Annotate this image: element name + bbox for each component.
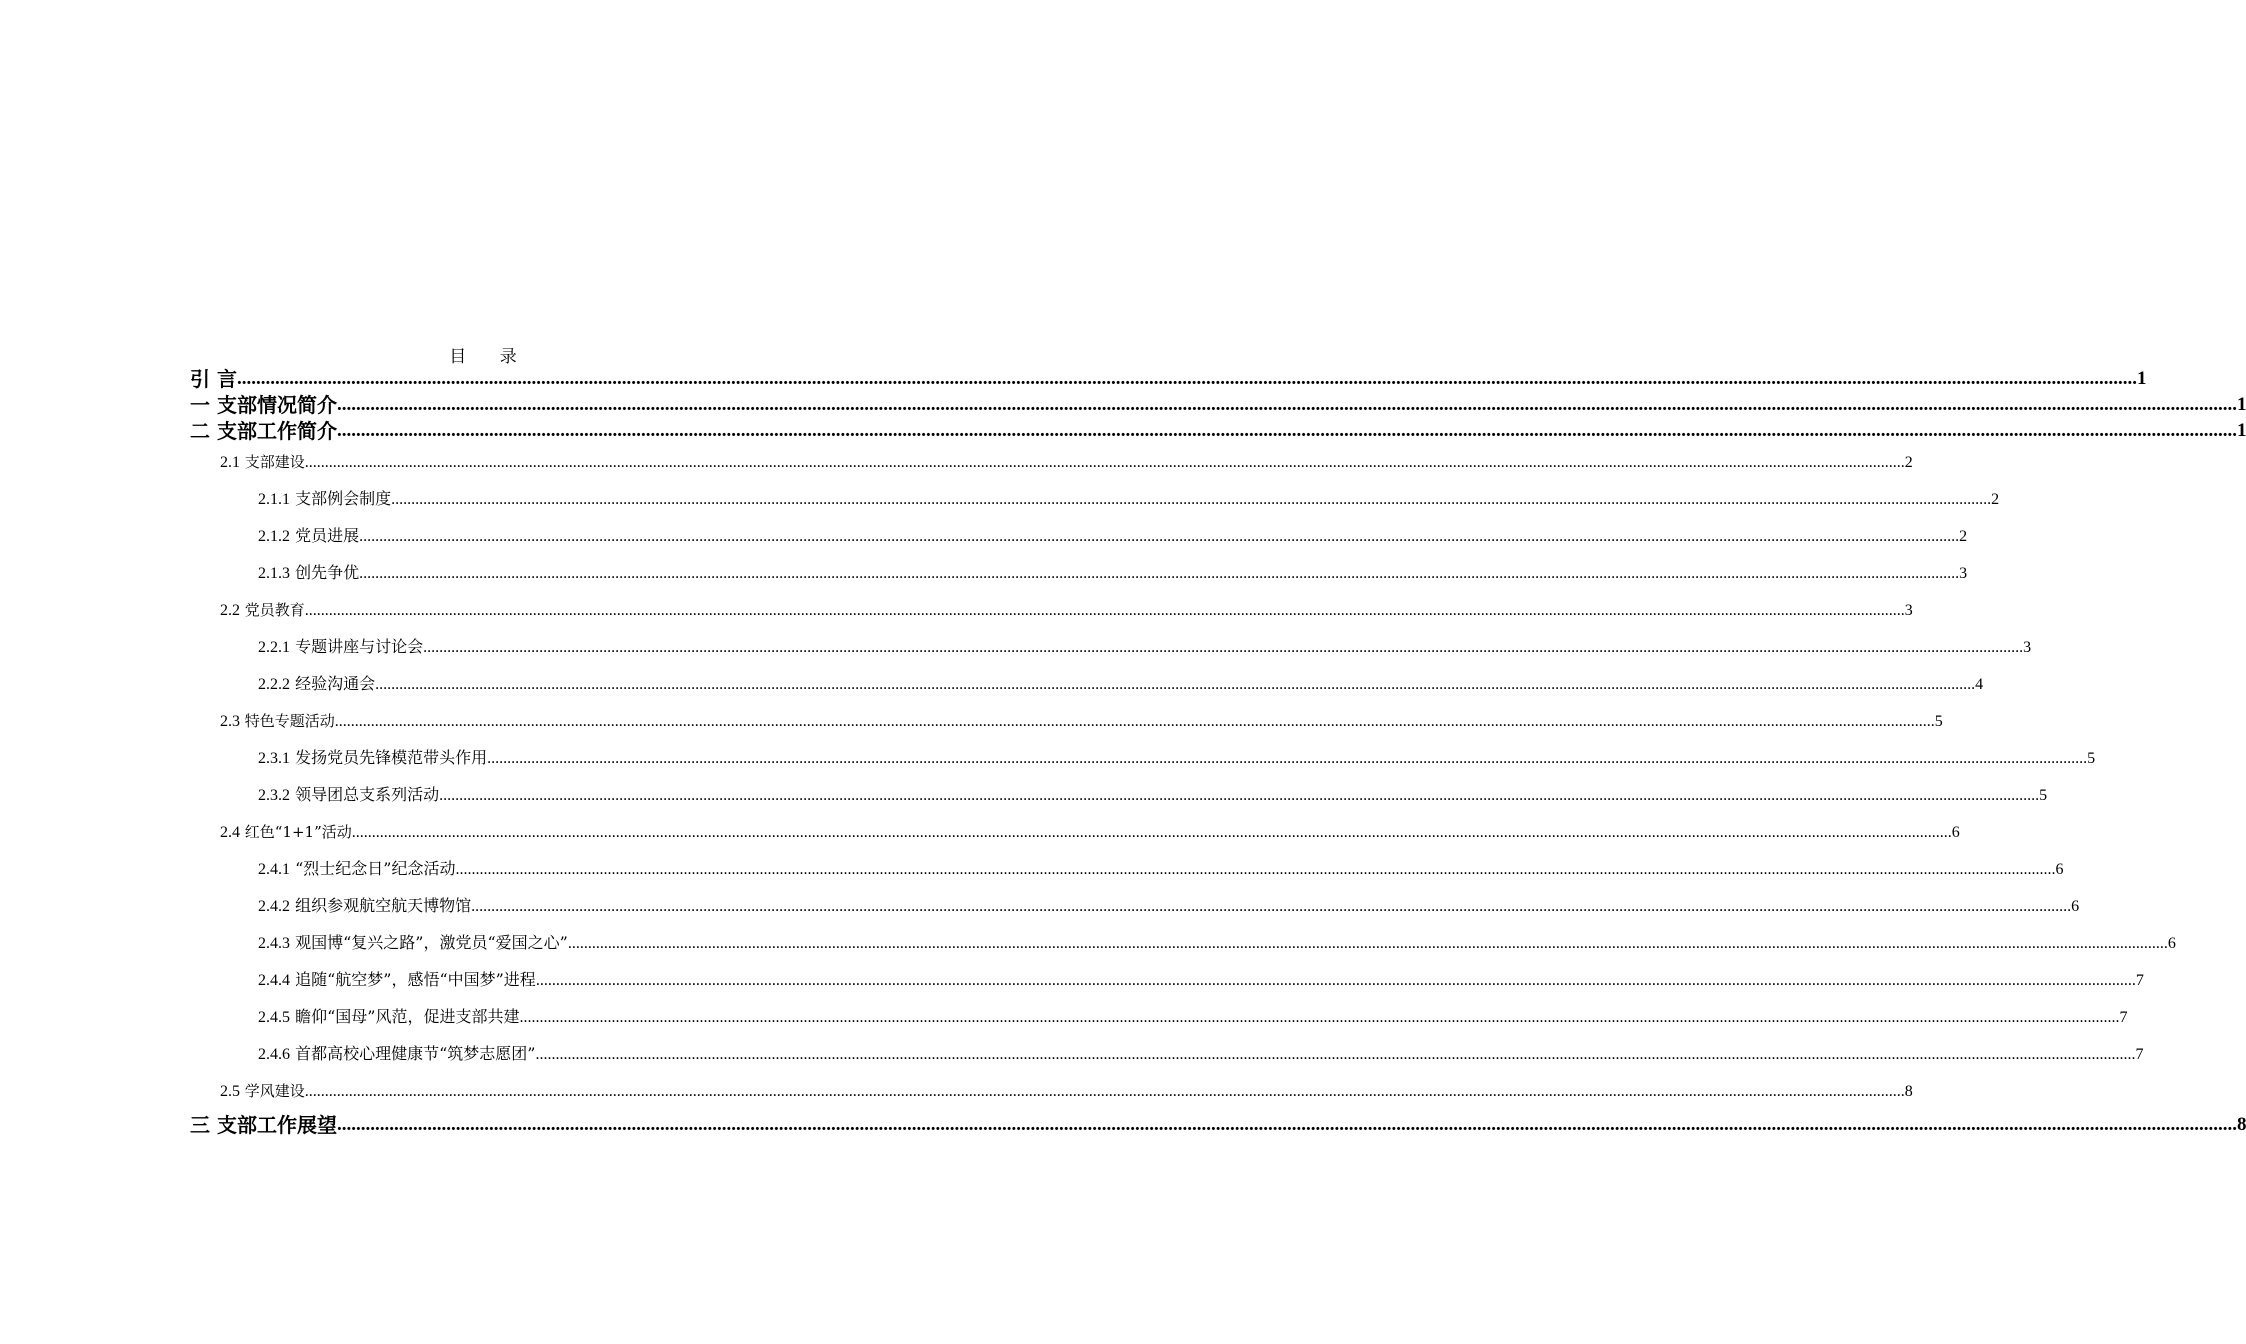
toc-entry-text: 发扬党员先锋模范带头作用 xyxy=(290,748,488,767)
toc-leader-dots: ................................................................................................................................................................................................................................................................................................................................................................................................................ xyxy=(535,1046,2136,1063)
toc-entry-number: 2.4.5 xyxy=(258,1009,290,1026)
toc-entry-text: 支部例会制度 xyxy=(290,489,392,508)
toc-page-number: 7 xyxy=(2135,1046,2144,1063)
toc-entry-label xyxy=(220,592,305,629)
toc-entry-text: 创先争优 xyxy=(290,563,360,582)
toc-entry-label xyxy=(258,480,391,518)
toc-entry-label xyxy=(258,924,568,962)
toc-entry-label xyxy=(258,554,359,592)
toc-entry[interactable] xyxy=(190,888,2080,925)
toc-page-number: 2 xyxy=(1904,454,1913,471)
toc-page-number: 3 xyxy=(1904,602,1913,619)
toc-entry[interactable] xyxy=(190,999,2128,1036)
toc-entry-text: 特色专题活动 xyxy=(240,712,335,730)
toc-entry-label xyxy=(258,665,375,703)
toc-entry-text: 领导团总支系列活动 xyxy=(290,785,440,804)
toc-entry-number: 2.4 xyxy=(220,824,240,841)
toc-entry-number: 2.3.1 xyxy=(258,750,290,767)
toc-entry[interactable] xyxy=(190,851,2064,888)
toc-entry-label xyxy=(258,850,455,888)
toc-entry-text: 一 支部情况简介 xyxy=(190,393,337,417)
toc-page-number: 5 xyxy=(2039,787,2048,804)
toc-page-number: 5 xyxy=(1934,713,1943,730)
toc-entry-text: 学风建设 xyxy=(240,1082,305,1100)
toc-entry-number: 2.4.1 xyxy=(258,861,290,878)
toc-entry-number: 2.2 xyxy=(220,602,240,619)
toc-entry-text: 组织参观航空航天博物馆 xyxy=(290,896,472,915)
toc-leader-dots: ................................................................................................................................................................................................................................................................................................................................................................................................................ xyxy=(567,935,2168,952)
toc-page-number: 6 xyxy=(2167,935,2176,952)
toc-entry-number: 2.1.3 xyxy=(258,565,290,582)
toc-page-number: 3 xyxy=(2023,639,2032,656)
table-of-contents xyxy=(190,366,2246,1138)
toc-entry[interactable] xyxy=(190,555,1968,592)
toc-page-number: 7 xyxy=(2135,972,2144,989)
toc-leader-dots: ................................................................................................................................................................................................................................................................................................................................................................................................................ xyxy=(304,602,1905,619)
toc-page-number: 6 xyxy=(2055,861,2064,878)
toc-entry-number: 2.4.4 xyxy=(258,972,290,989)
toc-entry-number: 2.2.1 xyxy=(258,639,290,656)
toc-page-number: 2 xyxy=(1959,528,1968,545)
toc-entry[interactable] xyxy=(190,814,1960,851)
toc-entry[interactable] xyxy=(190,444,1913,481)
toc-entry-label xyxy=(190,366,237,392)
toc-entry-label xyxy=(220,1073,305,1110)
toc-entry[interactable] xyxy=(190,418,2246,444)
toc-entry-text: 经验沟通会 xyxy=(290,674,376,693)
toc-leader-dots: ................................................................................................................................................................................................................................................................................................................................................................................................................ xyxy=(359,528,1960,545)
toc-entry-number: 2.4.2 xyxy=(258,898,290,915)
toc-entry[interactable] xyxy=(190,518,1968,555)
toc-entry-label xyxy=(258,776,439,814)
toc-entry[interactable] xyxy=(190,1112,2246,1138)
toc-leader-dots: ................................................................................................................................................................................................................................................................................................................................................................................................................ xyxy=(359,565,1960,582)
toc-page-number: 7 xyxy=(2119,1009,2128,1026)
toc-page-number: 1 xyxy=(2136,368,2147,389)
toc-entry-text: 引 言 xyxy=(190,367,237,391)
toc-leader-dots: ................................................................................................................................................................................................................................................................................................................................................................................................................ xyxy=(519,1009,2120,1026)
toc-entry[interactable] xyxy=(190,1073,1913,1110)
toc-page-number: 6 xyxy=(1951,824,1960,841)
toc-entry[interactable] xyxy=(190,740,2096,777)
toc-entry-number: 2.4.3 xyxy=(258,935,290,952)
toc-page-number: 1 xyxy=(2236,394,2246,415)
toc-leader-dots: ................................................................................................................................................................................................................................................................................................................................................................................................................ xyxy=(236,368,2137,389)
toc-entry-number: 2.5 xyxy=(220,1083,240,1100)
toc-leader-dots: ................................................................................................................................................................................................................................................................................................................................................................................................................ xyxy=(336,420,2237,441)
toc-page-number: 8 xyxy=(2236,1114,2246,1135)
toc-entry[interactable] xyxy=(190,1036,2144,1073)
toc-entry[interactable] xyxy=(190,629,2032,666)
toc-leader-dots: ................................................................................................................................................................................................................................................................................................................................................................................................................ xyxy=(391,491,1992,508)
toc-entry[interactable] xyxy=(190,592,1913,629)
toc-entry-text: 三 支部工作展望 xyxy=(190,1113,337,1137)
toc-leader-dots: ................................................................................................................................................................................................................................................................................................................................................................................................................ xyxy=(455,861,2056,878)
toc-leader-dots: ................................................................................................................................................................................................................................................................................................................................................................................................................ xyxy=(423,639,2024,656)
toc-page-number: 5 xyxy=(2087,750,2096,767)
toc-entry-label xyxy=(258,517,359,555)
toc-leader-dots: ................................................................................................................................................................................................................................................................................................................................................................................................................ xyxy=(336,1114,2237,1135)
toc-page-number: 8 xyxy=(1904,1083,1913,1100)
toc-leader-dots: ................................................................................................................................................................................................................................................................................................................................................................................................................ xyxy=(487,750,2088,767)
toc-entry[interactable] xyxy=(190,703,1943,740)
toc-entry-label xyxy=(220,444,305,481)
toc-entry[interactable] xyxy=(190,481,2000,518)
toc-leader-dots: ................................................................................................................................................................................................................................................................................................................................................................................................................ xyxy=(336,394,2237,415)
toc-title: 目 录 xyxy=(449,347,531,367)
toc-entry[interactable] xyxy=(190,392,2246,418)
toc-entry-number: 2.1.2 xyxy=(258,528,290,545)
toc-entry-label xyxy=(258,961,536,999)
toc-leader-dots: ................................................................................................................................................................................................................................................................................................................................................................................................................ xyxy=(439,787,2040,804)
toc-entry-number: 2.1 xyxy=(220,454,240,471)
toc-entry-text: 党员进展 xyxy=(290,526,360,545)
toc-entry-label xyxy=(258,628,423,666)
toc-entry-text: 追随“航空梦”，感悟“中国梦”进程 xyxy=(290,970,536,989)
toc-page-number: 1 xyxy=(2236,420,2246,441)
toc-leader-dots: ................................................................................................................................................................................................................................................................................................................................................................................................................ xyxy=(304,454,1905,471)
toc-entry-number: 2.3 xyxy=(220,713,240,730)
toc-entry-label xyxy=(258,739,487,777)
toc-entry-text: 党员教育 xyxy=(240,601,305,619)
toc-leader-dots: ................................................................................................................................................................................................................................................................................................................................................................................................................ xyxy=(351,824,1952,841)
toc-leader-dots: ................................................................................................................................................................................................................................................................................................................................................................................................................ xyxy=(375,676,1976,693)
toc-entry-label xyxy=(220,814,352,851)
toc-entry[interactable] xyxy=(190,962,2144,999)
toc-entry-number: 2.4.6 xyxy=(258,1046,290,1063)
toc-page-number: 3 xyxy=(1959,565,1968,582)
toc-entry-text: 专题讲座与讨论会 xyxy=(290,637,424,656)
toc-entry-label xyxy=(190,418,337,444)
toc-entry-text: 首都高校心理健康节“筑梦志愿团” xyxy=(290,1044,536,1063)
toc-entry[interactable] xyxy=(190,925,2176,962)
toc-entry-label xyxy=(258,1035,535,1073)
toc-entry-label xyxy=(190,392,337,418)
toc-leader-dots: ................................................................................................................................................................................................................................................................................................................................................................................................................ xyxy=(535,972,2136,989)
toc-entry-label xyxy=(220,703,335,740)
toc-entry-text: 支部建设 xyxy=(240,453,305,471)
toc-entry-number: 2.2.2 xyxy=(258,676,290,693)
toc-entry-number: 2.3.2 xyxy=(258,787,290,804)
toc-entry-number: 2.1.1 xyxy=(258,491,290,508)
toc-page-number: 2 xyxy=(1991,491,2000,508)
toc-entry-text: 红色“1+1”活动 xyxy=(240,823,352,841)
toc-leader-dots: ................................................................................................................................................................................................................................................................................................................................................................................................................ xyxy=(334,713,1935,730)
toc-entry-text: 观国博“复兴之路”，激党员“爱国之心” xyxy=(290,933,568,952)
toc-leader-dots: ................................................................................................................................................................................................................................................................................................................................................................................................................ xyxy=(471,898,2072,915)
toc-page-number: 4 xyxy=(1975,676,1984,693)
toc-page-number: 6 xyxy=(2071,898,2080,915)
toc-entry-label xyxy=(258,998,519,1036)
toc-entry-label xyxy=(258,887,471,925)
toc-entry[interactable] xyxy=(190,777,2048,814)
toc-entry-text: 瞻仰“国母”风范，促进支部共建 xyxy=(290,1007,520,1026)
toc-entry[interactable] xyxy=(190,366,2147,392)
toc-entry-text: “烈士纪念日”纪念活动 xyxy=(290,859,456,878)
toc-entry-text: 二 支部工作简介 xyxy=(190,419,337,443)
toc-entry-label xyxy=(190,1112,337,1138)
toc-leader-dots: ................................................................................................................................................................................................................................................................................................................................................................................................................ xyxy=(304,1083,1905,1100)
toc-entry[interactable] xyxy=(190,666,1984,703)
